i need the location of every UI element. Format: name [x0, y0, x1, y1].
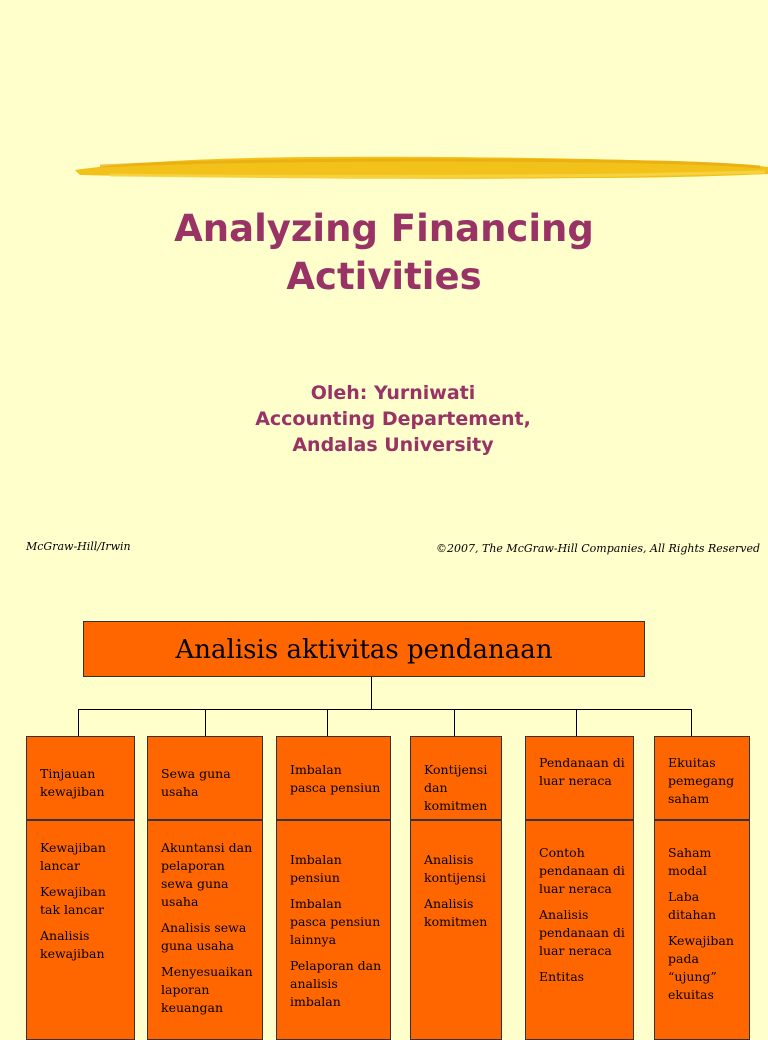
- brush-stroke-decoration: [70, 148, 768, 188]
- category-items-box: [654, 820, 750, 1040]
- category-items-box: [26, 820, 135, 1040]
- list-item: Kewajiban pada “ujung” ekuitas: [668, 933, 734, 1002]
- category-header: Tinjauan kewajiban: [40, 766, 105, 799]
- category-header: Kontijensi dan komitmen: [424, 762, 488, 813]
- branch-connector: [576, 709, 577, 736]
- list-item: Akuntansi dan pelaporan sewa guna usaha: [161, 840, 253, 909]
- branch-connector: [78, 709, 79, 736]
- list-item: Analisis kewajiban: [40, 928, 105, 961]
- branch-connector: [327, 709, 328, 736]
- branch-connector: [205, 709, 206, 736]
- branch-connector: [454, 709, 455, 736]
- category-items-box: [276, 820, 391, 1040]
- list-item: Analisis kontijensi: [424, 852, 486, 885]
- list-item: Analisis pendanaan di luar neraca: [539, 907, 625, 958]
- org-chart-slide: [0, 592, 768, 1024]
- list-item: Laba ditahan: [668, 889, 717, 922]
- list-item: Analisis sewa guna usaha: [161, 920, 247, 953]
- category-items-box: [410, 820, 502, 1040]
- author-line: Oleh: Yurniwati: [310, 382, 476, 404]
- department-line: Accounting Departement,: [255, 408, 531, 430]
- category-header-box: [26, 736, 135, 820]
- list-item: Kewajiban tak lancar: [40, 884, 106, 917]
- horizontal-connector: [78, 709, 692, 710]
- category-header: Ekuitas pemegang saham: [668, 755, 735, 806]
- list-item: Contoh pendanaan di luar neraca: [539, 845, 625, 896]
- slide-subtitle: [0, 380, 768, 458]
- list-item: Menyesuaikan laporan keuangan: [161, 964, 253, 1015]
- category-header: Imbalan pasca pensiun: [290, 762, 381, 795]
- title-line-1: Analyzing Financing: [174, 207, 594, 250]
- university-line: Andalas University: [292, 434, 494, 456]
- copyright-footer: ©2007, The McGraw-Hill Companies, All Rights Reserved: [436, 542, 760, 555]
- list-item: Saham modal: [668, 845, 712, 878]
- list-item: Entitas: [539, 969, 585, 984]
- list-item: Imbalan pasca pensiun lainnya: [290, 896, 381, 947]
- category-header-box: [276, 736, 391, 820]
- category-header-box: [147, 736, 263, 820]
- category-header: Sewa guna usaha: [161, 766, 231, 799]
- list-item: Kewajiban lancar: [40, 840, 106, 873]
- category-items-box: [147, 820, 263, 1040]
- category-header-box: [410, 736, 502, 820]
- category-items-box: [525, 820, 634, 1040]
- trunk-connector: [371, 677, 372, 709]
- main-title-box: Analisis aktivitas pendanaan: [83, 621, 645, 677]
- slide-title: [0, 205, 768, 301]
- publisher-footer: McGraw-Hill/Irwin: [26, 540, 131, 553]
- category-header: Pendanaan di luar neraca: [539, 755, 625, 788]
- list-item: Analisis komitmen: [424, 896, 488, 929]
- branch-connector: [691, 709, 692, 736]
- title-line-2: Activities: [286, 255, 482, 298]
- list-item: Imbalan pensiun: [290, 852, 342, 885]
- category-header-box: [654, 736, 750, 820]
- list-item: Pelaporan dan analisis imbalan: [290, 958, 382, 1009]
- category-header-box: [525, 736, 634, 820]
